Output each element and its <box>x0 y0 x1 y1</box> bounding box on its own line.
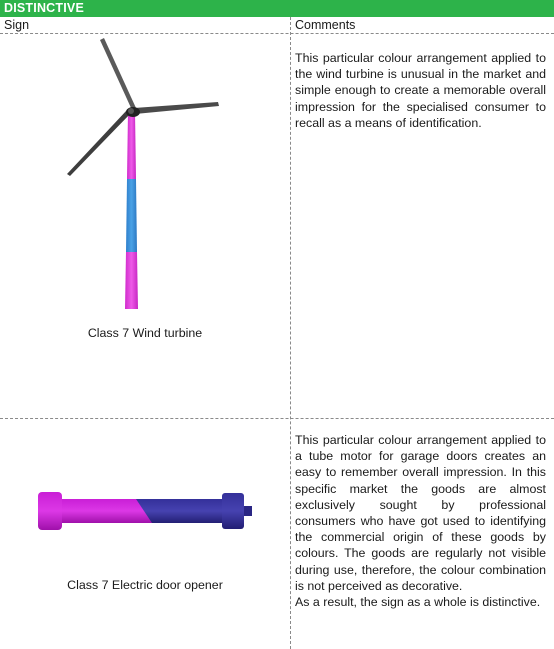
comment-paragraph: As a result, the sign as a whole is distinctive. <box>295 595 541 610</box>
comment-paragraph: This particular colour arrangement applied to the wind turbine is unusual in the market and simple enough to create a memorable overall impression for the specialised consumer to recall as a means of identification. <box>295 51 546 130</box>
comment-paragraph: This particular colour arrangement applied to a tube motor for garage doors creates an easy to remember overall impression. In this specific market the goods are almost exclusively sought by professional consumers who have got used to identifying the commercial origin of these goods by colours. The goods are regularly not visible during use, therefore, the colour combination is not perceived as decorative. <box>295 433 546 593</box>
sign-caption: Class 7 Wind turbine <box>87 326 203 340</box>
sign-caption: Class 7 Electric door opener <box>67 578 223 592</box>
column-header-comments: Comments <box>295 18 356 32</box>
wind-turbine-image <box>60 34 240 314</box>
comment-text <box>295 432 546 610</box>
column-divider <box>290 17 291 649</box>
section-banner: DISTINCTIVE <box>0 0 554 17</box>
column-header-sign: Sign <box>4 18 30 32</box>
door-opener-image <box>36 490 254 534</box>
comment-text <box>295 50 546 131</box>
row-divider <box>0 418 554 419</box>
